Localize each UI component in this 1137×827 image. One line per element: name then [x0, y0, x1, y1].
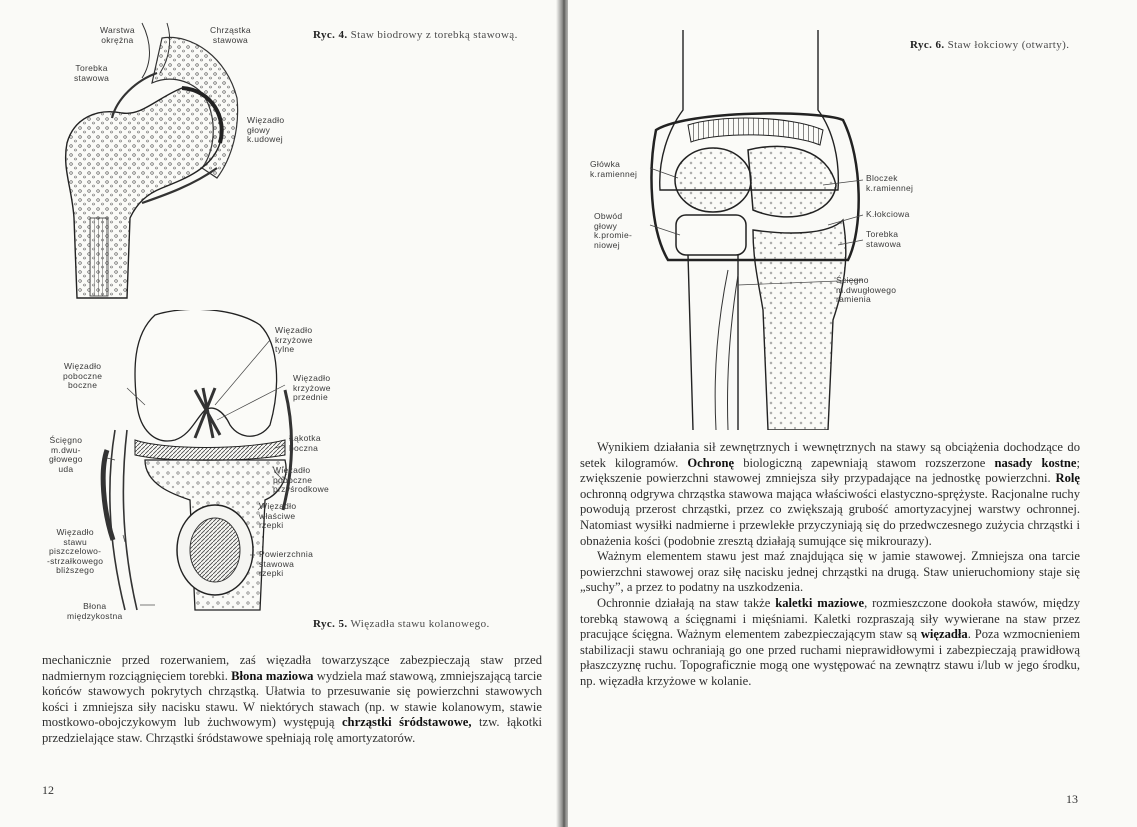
label-wlasciwe-rzepki: Więzadło właściwe rzepki [259, 501, 297, 530]
label-kosc-lokciowa: K.łokciowa [866, 209, 910, 219]
label-glowka-ramiennej: Główka k.ramiennej [590, 159, 638, 179]
figure-4-caption [313, 28, 553, 42]
text-run: Ochronnie działają na staw także [597, 595, 776, 610]
right-body-text [580, 440, 1080, 690]
figure-4-caption-text: Staw biodrowy z torebką stawową. [350, 29, 518, 41]
label-powierzchnia-rzepki: Powierzchnia stawowa rzepki [259, 549, 314, 578]
bold-term: kaletki maziowe [775, 595, 865, 610]
figure-6-caption-label: Ryc. 6. [910, 39, 945, 51]
figure-4-hip-joint [42, 18, 285, 308]
text-run: ; zwiększenie powierzchni stawowej zmniejsza siły przypadające na jednostkę powierzchni. [580, 455, 1080, 486]
figure-6-elbow-joint [588, 30, 928, 430]
bold-term: Ochronę [687, 455, 735, 470]
right-page [568, 0, 1137, 827]
label-warstwa-okrezna: Warstwa okrężna [100, 25, 135, 45]
text-run: ochronną odgrywa chrząstka stawowa mająca właściwości elastyczno-sprężyste. Racjonalne ruchy powodują przerost chrząstki, przez co zwiększają grubość amortyzacyjnej warstwy ochronnej. Natomiast wysiłki nadmierne i przewlekłe przyczyniają się do przedwczesnego zużycia chrząstki i obnażenia kości (podobnie zresztą działają sumujące się mikrourazy). [580, 486, 1080, 548]
bold-term: nasady kostne [994, 455, 1077, 470]
label-sciegno-uda: Ścięgno m.dwu- głowego uda [49, 435, 83, 474]
text-run: biologiczną zapewniają stawom rozszerzone [734, 455, 995, 470]
left-body-text [42, 653, 542, 747]
label-bloczek-ramiennej: Bloczek k.ramiennej [866, 173, 914, 193]
bold-term: Rolę [1055, 471, 1080, 486]
figure-4-caption-label: Ryc. 4. [313, 29, 348, 41]
page-number-right: 13 [1066, 792, 1078, 806]
label-blona-miedzykostna: Błona międzykostna [67, 601, 123, 621]
left-paragraph [42, 653, 542, 747]
text-run: tzw. łąkotki przedzielające staw. Chrząstki śródstawowe spełniają rolę amortyzatorów. [42, 715, 542, 745]
figure-5-caption [313, 617, 553, 631]
label-poboczne-przysrodkowe: Więzadło poboczne przyśrodkowe [273, 465, 330, 494]
bold-term: Błona maziowa [231, 668, 314, 683]
text-run: mechanicznie przed rozerwaniem, zaś więzadła towarzyszące zabezpieczają staw przed nadmiernym rozciągnięciem torebki. [42, 653, 542, 683]
label-piszczelowo-strzalkowe: Więzadło stawu piszczelowo- -strzałkowego bliższego [47, 527, 104, 575]
right-paragraph [580, 549, 1080, 596]
figure-6-caption [910, 38, 1070, 52]
text-run: . Poza wzmocnieniem stabilizacji stawu ochraniają go one przed ruchami nieprawidłowymi i zabezpieczają prawidłową płaszczyznę ruchu. Topograficznie mogą one występować na zewnątrz stawu i/lub w jego środku, np. więzadła krzyżowe w kolanie. [580, 627, 1080, 688]
text-run: Wynikiem działania sił zewnętrznych i wewnętrznych na stawy są obciążenia dochodzące do setek kilogramów. [580, 440, 1080, 470]
label-poboczne-boczne: Więzadło poboczne boczne [63, 361, 103, 390]
label-lakotka-boczna: Łąkotka boczna [289, 433, 321, 453]
label-obwod-glowy: Obwód głowy k.promie- niowej [594, 211, 633, 250]
label-torebka-stawowa: Torebka stawowa [74, 63, 110, 83]
text-run: , rozmieszczone dookoła stawów, między torebką stawową a ścięgnami i mięśniami. Kaletki rozpraszają siły wywierane na staw przez pracujące ścięgna. Ważnym elementem zabezpieczającym staw są [580, 595, 1080, 642]
figure-5-caption-label: Ryc. 5. [313, 618, 348, 630]
label-krzyzowe-tylne: Więzadło krzyżowe tylne [275, 325, 313, 354]
text-run: wydziela maź stawową, zmniejszającą tarcie końców stawowych pokrytych chrząstką. Ułatwia to przesuwanie się powierzchni stawowych kości i zmniejsza siły nacisku stawu. W niektórych stawach (np. w stawie kolanowym, stawie mostkowo-obojczykowym lub żuchwowym) występują [42, 668, 542, 730]
bold-term: więzadła [920, 627, 968, 642]
page-number-left: 12 [42, 783, 54, 797]
right-paragraph [580, 440, 1080, 549]
left-page [0, 0, 560, 827]
figure-5-knee-ligaments [45, 310, 355, 630]
bold-term: chrząstki śródstawowe, [341, 715, 472, 730]
label-torebka-stawowa-lokiec: Torebka stawowa [866, 229, 902, 249]
figure-5-caption-text: Więzadła stawu kolanowego. [350, 618, 490, 630]
text-run: Ważnym elementem stawu jest maź znajdująca się w jamie stawowej. Zmniejsza ona tarcie powierzchni stawowej oraz siłę nacisku jednej chrząstki na drugą. Staw unieruchomiony staje się „suchy”, a przez to podatny na uszkodzenia. [580, 549, 1080, 595]
figure-6-caption-text: Staw łokciowy (otwarty). [947, 39, 1070, 51]
label-krzyzowe-przednie: Więzadło krzyżowe przednie [293, 373, 331, 402]
label-sciegno-ramienia: Ścięgno m.dwugłowego ramienia [836, 275, 897, 304]
label-wiezadlo-glowy: Więzadło głowy k.udowej [247, 115, 285, 144]
right-paragraph [580, 596, 1080, 690]
label-chrzastka-stawowa: Chrząstka stawowa [210, 25, 251, 45]
